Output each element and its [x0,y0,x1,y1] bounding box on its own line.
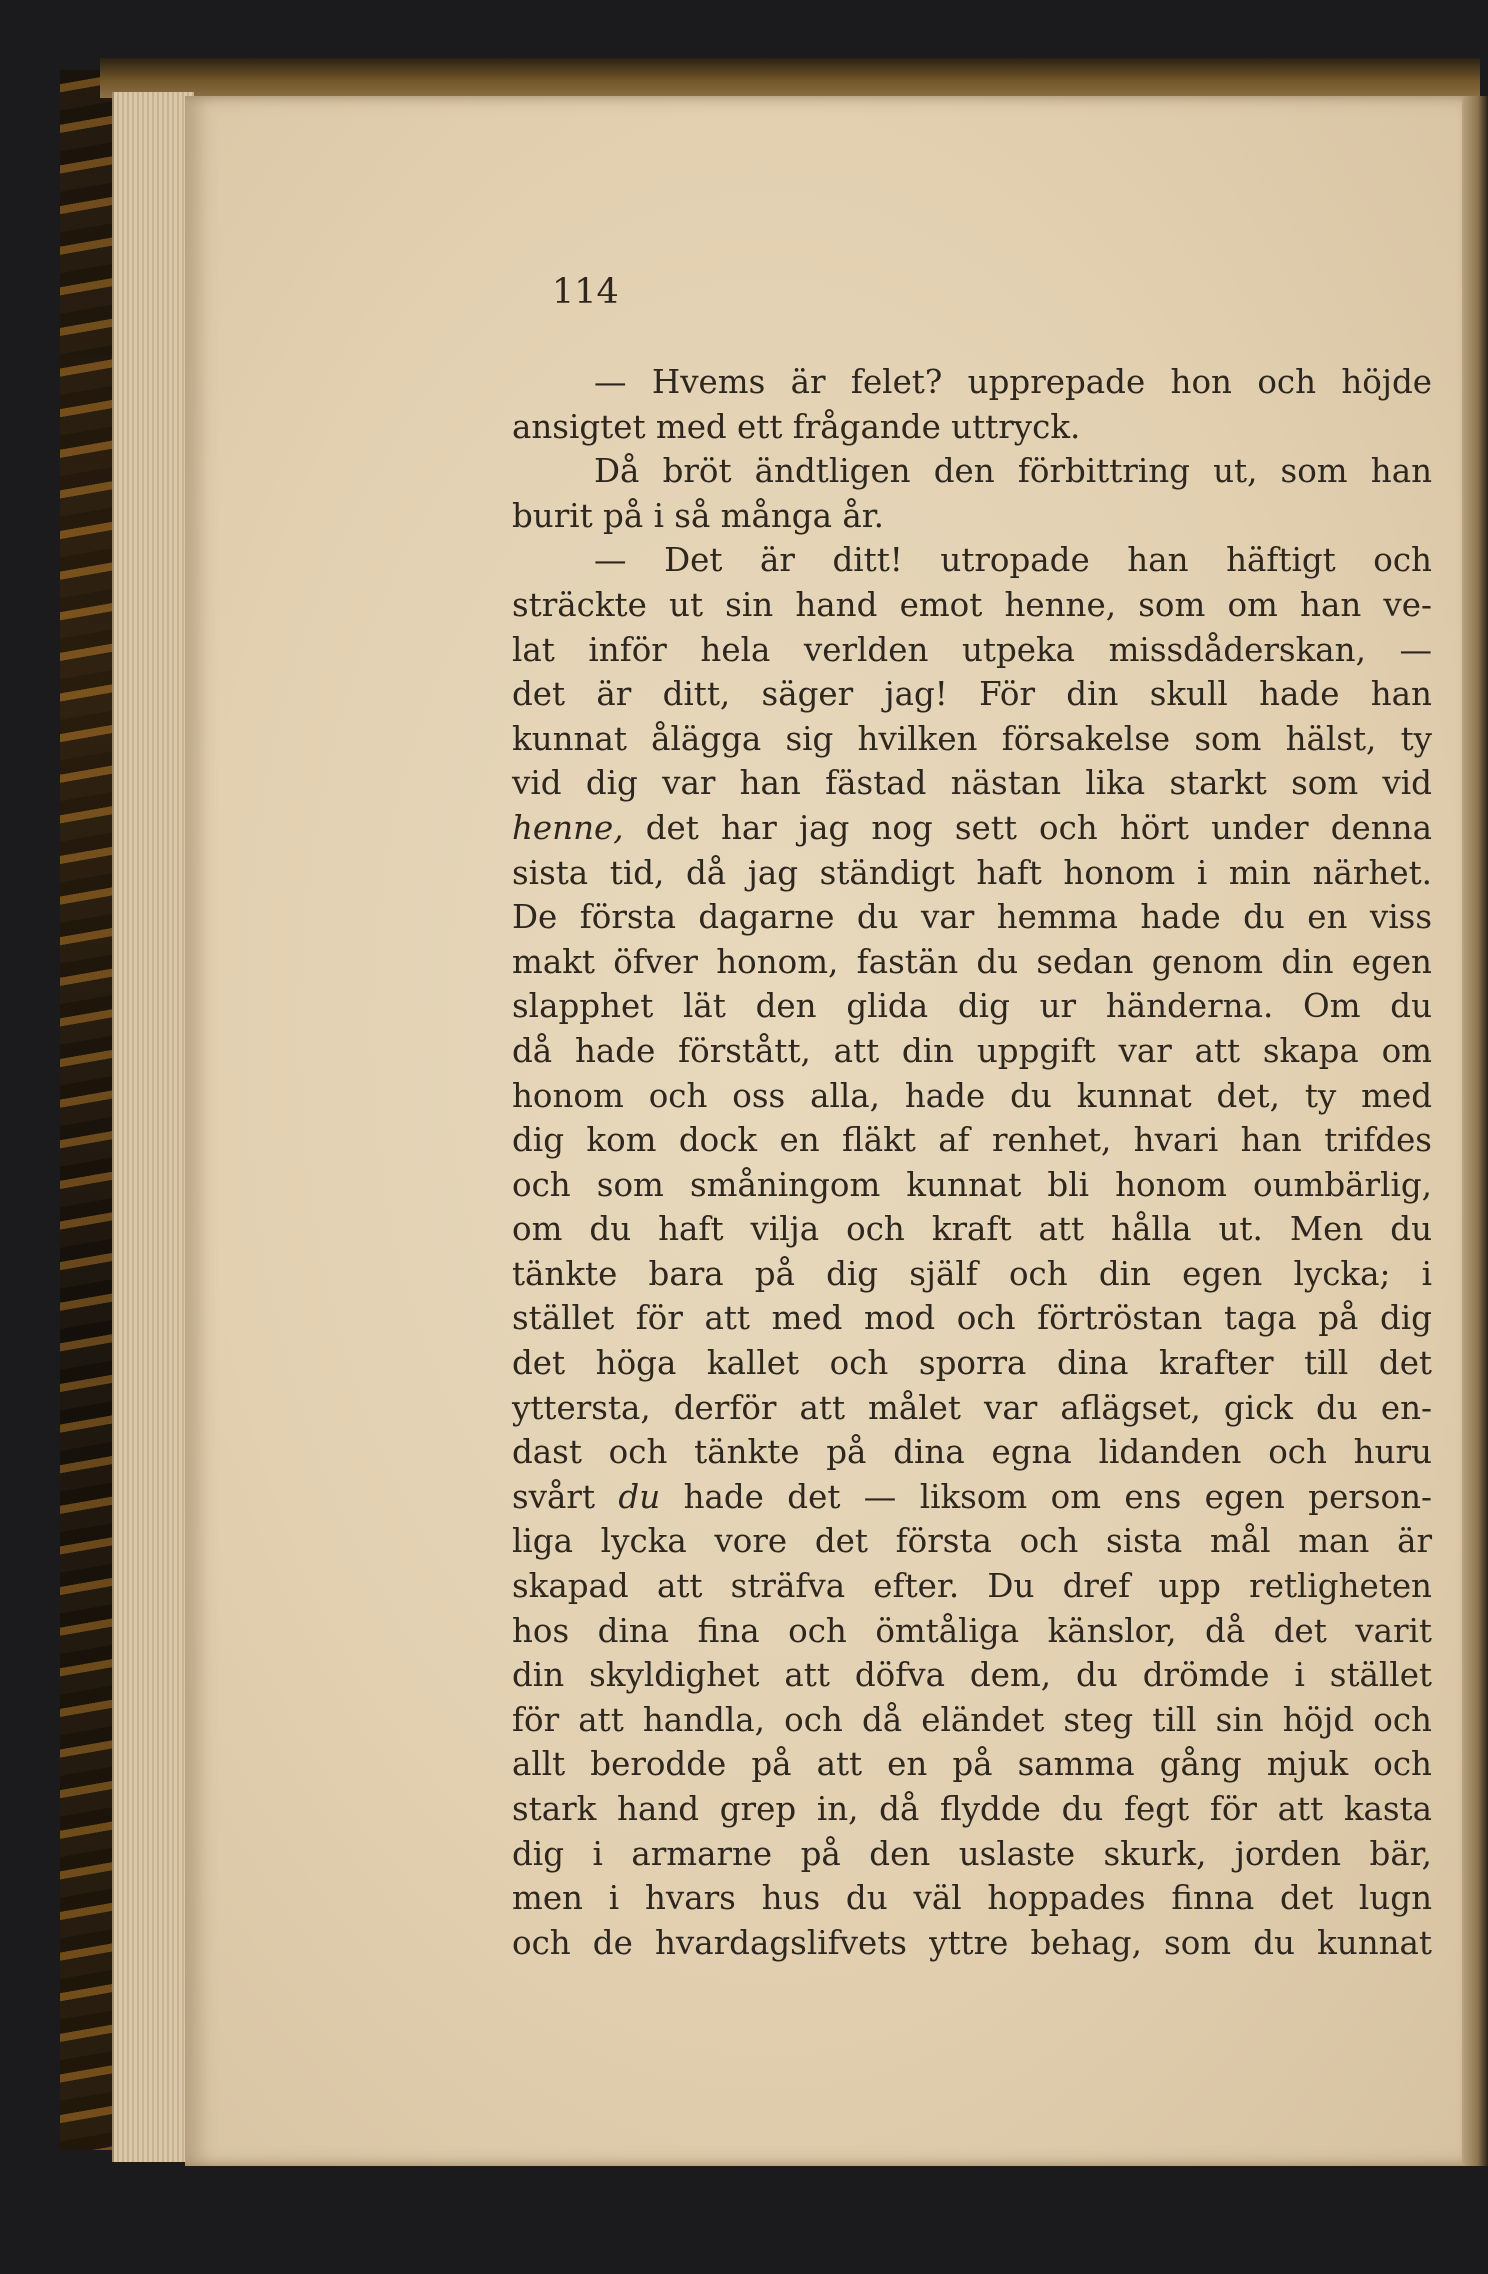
text-line-content: allt berodde på att en på samma gång mjuk och [512,1745,1432,1784]
text-line-content: vid dig var han fästad nästan lika starkt som vid [512,764,1432,803]
text-line [512,1742,1432,1787]
text-line-italic: henne, [512,808,624,847]
text-line [512,1430,1432,1475]
text-line-content: honom och oss alla, hade du kunnat det, ty med [512,1076,1432,1115]
text-line-content: men i hvars hus du väl hoppades finna det lugn [512,1879,1432,1918]
page-stack-edge [112,92,194,2162]
text-line [512,1609,1432,1654]
page-number: 114 [552,272,619,312]
text-line [512,494,1432,539]
text-line-content: dig i armarne på den uslaste skurk, jorden bär, [512,1834,1432,1873]
text-line [512,1519,1432,1564]
text-line-content: Då bröt ändtligen den förbittring ut, som han [594,452,1432,491]
text-line-content: det har jag nog sett och hört under denna [623,808,1432,847]
text-line-content: — Det är ditt! utropade han häftigt och [594,541,1432,580]
text-line-italic: du [618,1477,661,1516]
text-line-content: din skyldighet att döfva dem, du drömde i stället [512,1656,1432,1695]
text-line [512,761,1432,806]
text-line-content: slapphet lät den glida dig ur händerna. Om du [512,987,1432,1026]
text-line [512,1296,1432,1341]
text-line [512,449,1432,494]
text-line [512,360,1432,405]
text-line [512,1029,1432,1074]
text-line-content: kunnat ålägga sig hvilken försakelse som hälst, ty [512,719,1432,758]
page-right-edge [1462,96,1488,2166]
text-line-content: dast och tänkte på dina egna lidanden och huru [512,1433,1432,1472]
text-line [512,1475,1432,1520]
text-line [512,1118,1432,1163]
body-text [512,360,1432,1965]
text-line-content: tänkte bara på dig själf och din egen lycka; i [512,1254,1432,1293]
book-top-edge [100,58,1480,98]
text-line-content: hade det — liksom om ens egen person- [660,1477,1432,1516]
text-line-pre: svårt [512,1477,619,1516]
text-line-content: då hade förstått, att din uppgift var att skapa om [512,1031,1432,1070]
text-line [512,1876,1432,1921]
text-line-content: sista tid, då jag ständigt haft honom i min närhet. [512,853,1432,892]
text-line-content: ansigtet med ett frågande uttryck. [512,407,1081,446]
text-line [512,1832,1432,1877]
text-line-content: och de hvardagslifvets yttre behag, som du kunnat [512,1923,1432,1962]
text-line-content: burit på i så många år. [512,496,884,535]
text-line-content: makt öfver honom, fastän du sedan genom din egen [512,942,1432,981]
text-line-content: det höga kallet och sporra dina krafter till det [512,1344,1432,1383]
text-line [512,1386,1432,1431]
text-line [512,628,1432,673]
text-line-content: skapad att sträfva efter. Du dref upp retligheten [512,1567,1432,1606]
text-line [512,1921,1432,1966]
text-line [512,1207,1432,1252]
text-line-content: — Hvems är felet? upprepade hon och höjde [594,363,1432,401]
text-line-content: om du haft vilja och kraft att hålla ut. Men du [512,1210,1432,1249]
text-line [512,895,1432,940]
text-line-content: stället för att med mod och förtröstan taga på dig [512,1299,1432,1338]
text-line [512,1653,1432,1698]
text-line-content: liga lycka vore det första och sista mål man är [512,1522,1432,1561]
text-line [512,1163,1432,1208]
text-line [512,851,1432,896]
text-line [512,1252,1432,1297]
text-line [512,1341,1432,1386]
text-line-content: De första dagarne du var hemma hade du en viss [512,898,1432,937]
text-line-content: stark hand grep in, då flydde du fegt för att kasta [512,1790,1432,1828]
text-line [512,1564,1432,1609]
text-line-content: lat inför hela verlden utpeka missdåderskan, — [512,630,1432,669]
text-line [512,672,1432,717]
text-line [512,405,1432,450]
text-line-content: sträckte ut sin hand emot henne, som om han ve- [512,585,1432,624]
text-line-content: dig kom dock en fläkt af renhet, hvari han trifdes [512,1121,1432,1160]
text-line [512,538,1432,583]
text-line-content: och som småningom kunnat bli honom oumbärlig, [512,1165,1432,1204]
text-line [512,984,1432,1029]
text-line [512,1074,1432,1119]
text-line [512,1698,1432,1743]
text-line [512,1787,1432,1832]
text-line [512,583,1432,628]
text-line [512,940,1432,985]
text-line-content: för att handla, och då eländet steg till sin höjd och [512,1700,1432,1739]
text-line-content: hos dina fina och ömtåliga känslor, då det varit [512,1611,1432,1650]
text-line-content: det är ditt, säger jag! För din skull hade han [512,675,1432,714]
text-line-content: yttersta, derför att målet var aflägset, gick du en- [512,1388,1432,1427]
text-line [512,806,1432,851]
text-line [512,717,1432,762]
